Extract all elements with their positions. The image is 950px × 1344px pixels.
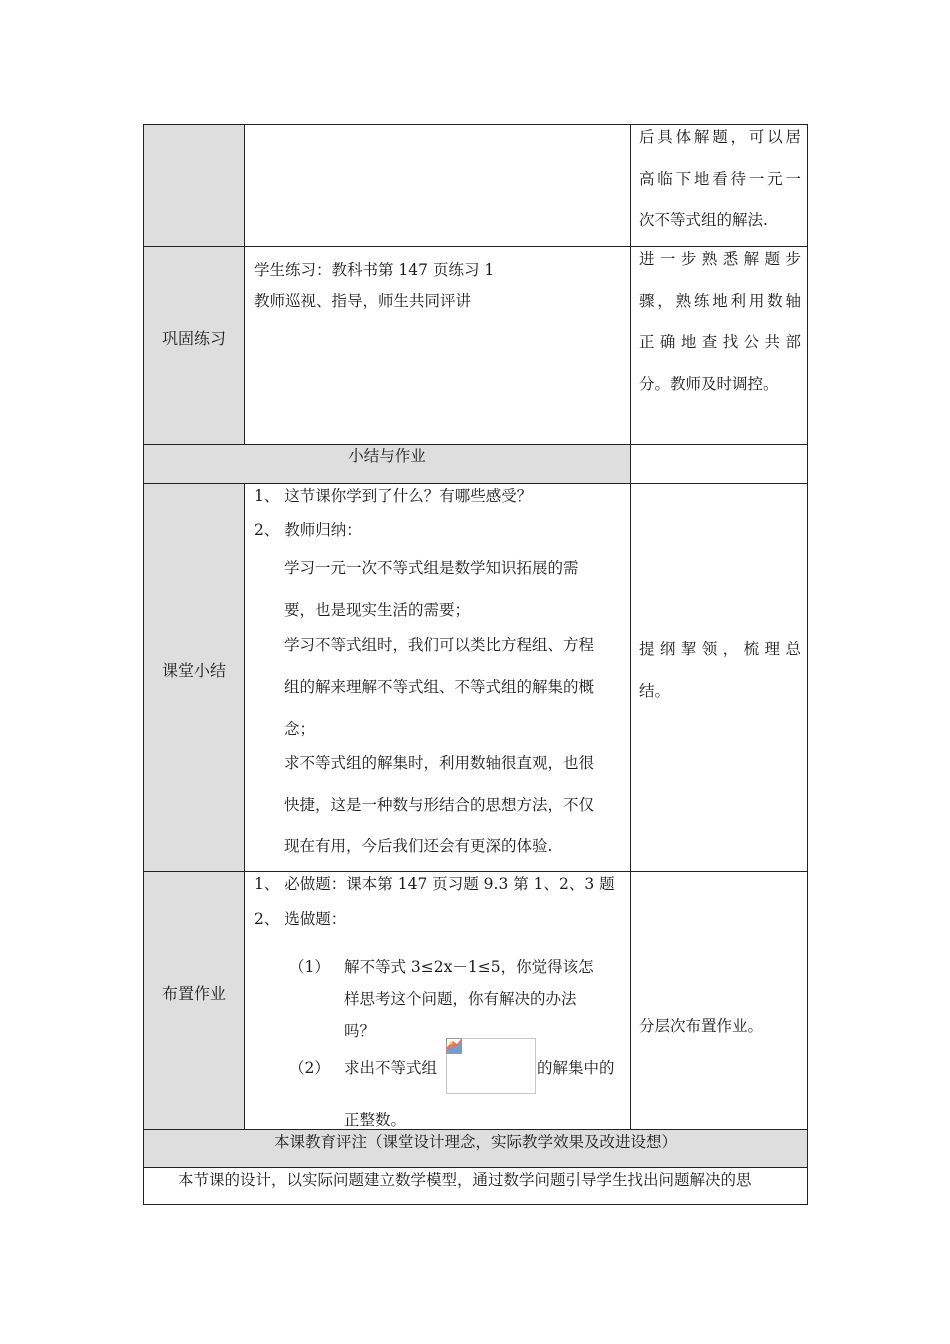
lesson-plan-table [143, 124, 808, 1205]
homework-q2-number: （2） [289, 1059, 330, 1077]
homework-q1-line: 解不等式 3≤2x－1≤5，你觉得该怎 [344, 958, 594, 976]
practice-remark-line: 正确地查找公共部 [639, 333, 801, 351]
evaluation-text: 本节课的设计，以实际问题建立数学模型，通过数学问题引导学生找出问题解决的思 [178, 1171, 752, 1189]
homework-label: 布置作业 [161, 984, 226, 1003]
evaluation-title: 本课教育评注（课堂设计理念，实际教学效果及改进设想） [273, 1133, 677, 1151]
grid-hline-3 [144, 483, 807, 484]
practice-remark-line: 骤，熟练地利用数轴 [639, 291, 801, 310]
section-header-title: 小结与作业 [348, 447, 426, 465]
summary-body-line: 念； [284, 720, 316, 738]
summary-item: 1、 这节课你学到了什么？有哪些感受？ [254, 487, 533, 505]
summary-body-line: 学习不等式组时，我们可以类比方程组、方程 [284, 636, 595, 654]
summary-body-line: 求不等式组的解集时，利用数轴很直观，也很 [284, 754, 595, 772]
practice-line: 学生练习：教科书第 147 页练习 1 [254, 261, 495, 279]
summary-remark [639, 629, 801, 712]
intro-remark-line: 高临下地看待一元一 [639, 169, 801, 188]
homework-q2-tail: 正整数。 [344, 1111, 407, 1129]
homework-q1-number: （1） [289, 958, 330, 976]
homework-item: 1、 必做题：课本第 147 页习题 9.3 第 1、2、3 题 [254, 875, 615, 893]
grid-hline-6 [144, 1167, 807, 1168]
practice-remark-line: 进一步熟悉解题步 [639, 250, 801, 268]
grid-hline-4 [144, 871, 807, 872]
homework-remark: 分层次布置作业。 [639, 1017, 764, 1035]
summary-item: 2、 教师归纳： [254, 521, 362, 539]
intro-remark [639, 117, 801, 242]
summary-body-line: 学习一元一次不等式组是数学知识拓展的需 [284, 559, 579, 577]
practice-remark [639, 239, 801, 405]
homework-q1-line: 吗？ [344, 1022, 376, 1040]
homework-q2-text-after: 的解集中的 [537, 1059, 615, 1077]
summary-remark-line: 提纲挈领，梳理总 [639, 640, 801, 658]
homework-q2-text: 求出不等式组 [344, 1059, 438, 1077]
summary-body-line: 要，也是现实生活的需要； [284, 601, 471, 619]
intro-remark-line: 后具体解题，可以居 [639, 128, 801, 146]
grid-hline-5 [144, 1129, 807, 1130]
practice-line: 教师巡视、指导，师生共同评讲 [254, 292, 472, 310]
summary-label: 课堂小结 [161, 661, 226, 680]
inequality-system-image [446, 1038, 536, 1094]
grid-vline-left-2 [244, 483, 245, 1129]
grid-vline-right [630, 125, 631, 1129]
homework-item: 2、 选做题： [254, 910, 347, 928]
summary-body-line: 快捷，这是一种数与形结合的思想方法，不仅 [284, 796, 595, 814]
intro-remark-line: 次不等式组的解法. [639, 211, 768, 229]
summary-body-line: 组的解来理解不等式组、不等式组的解集的概 [284, 678, 595, 696]
summary-remark-line: 结。 [639, 681, 671, 700]
summary-body-line: 现在有用，今后我们还会有更深的体验. [284, 837, 553, 855]
homework-q1-line: 样思考这个问题，你有解决的办法 [344, 990, 577, 1008]
broken-image-icon [446, 1038, 462, 1054]
practice-remark-line: 分。教师及时调控。 [639, 374, 779, 393]
practice-label: 巩固练习 [161, 329, 226, 348]
grid-vline-left [244, 125, 245, 444]
label-col-intro [144, 125, 244, 246]
